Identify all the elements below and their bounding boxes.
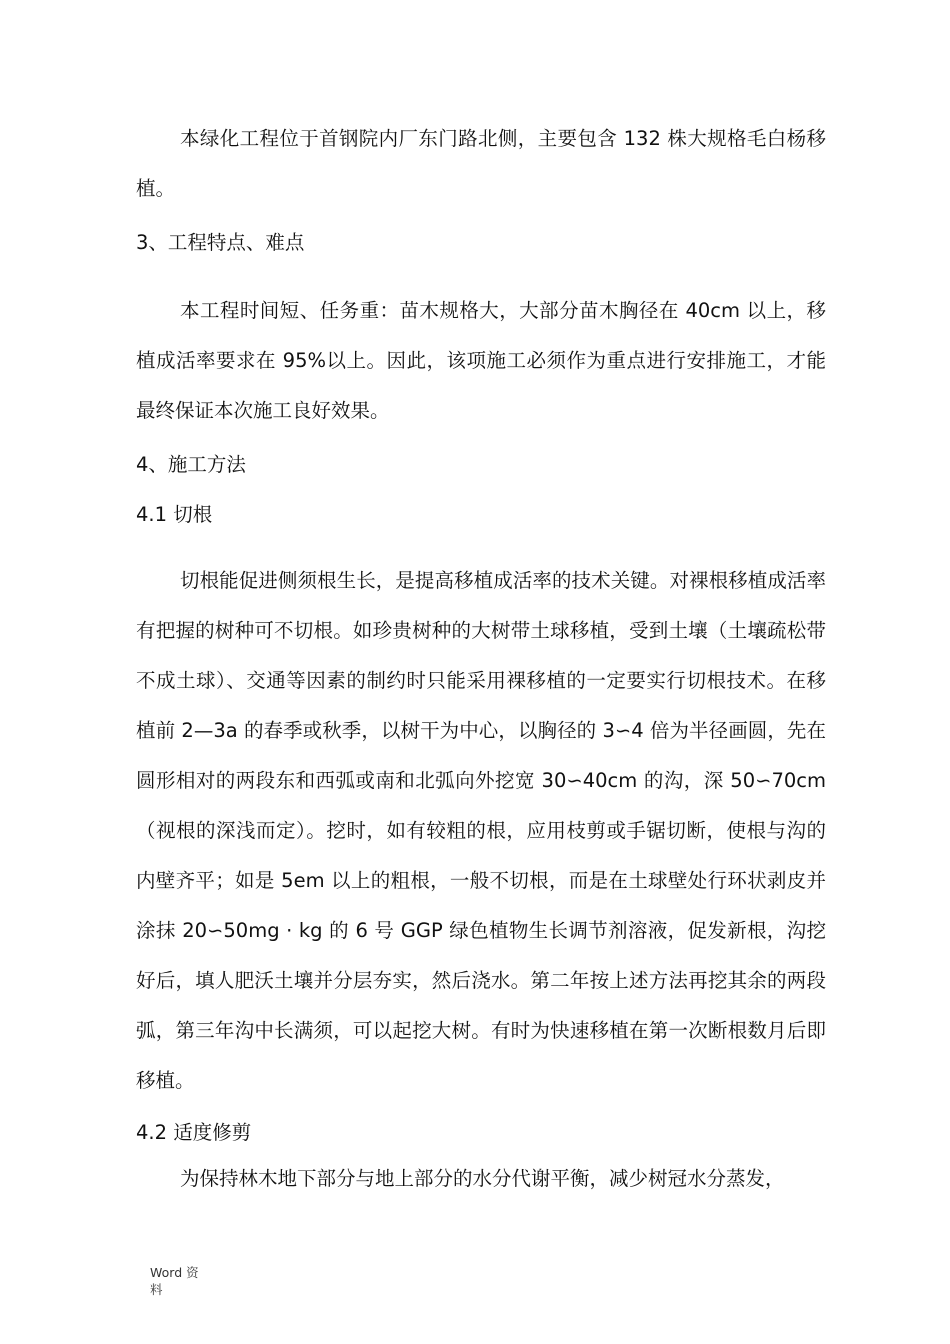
paragraph-pruning: 为保持林木地下部分与地上部分的水分代谢平衡，减少树冠水分蒸发， bbox=[180, 1167, 785, 1190]
page-footer-label: Word 资料 bbox=[150, 1265, 199, 1297]
paragraph-features: 本工程时间短、任务重：苗木规格大，大部分苗木胸径在 40cm 以上，移植成活率要求在 95%以上。因此，该项施工必须作为重点进行安排施工，才能最终保证本次施工良好效果。 bbox=[136, 299, 826, 422]
section-heading-3: 3、工程特点、难点 bbox=[136, 231, 305, 254]
subsection-heading-4-2: 4.2 适度修剪 bbox=[136, 1121, 252, 1144]
subsection-heading-4-1: 4.1 切根 bbox=[136, 503, 213, 526]
section-heading-4: 4、施工方法 bbox=[136, 453, 246, 476]
paragraph-intro: 本绿化工程位于首钢院内厂东门路北侧，主要包含 132 株大规格毛白杨移植。 bbox=[136, 127, 826, 200]
paragraph-root-cutting: 切根能促进侧须根生长，是提高移植成活率的技术关键。对裸根移植成活率有把握的树种可不切根。如珍贵树种的大树带土球移植，受到土壤（土壤疏松带不成土球）、交通等因素的制约时只能采用裸移植的一定要实行切根技术。在移植前 2—3a 的春季或秋季，以树干为中心，以胸径的 3∽4 倍为半径画圆，先在圆形相对的两段东和西弧或南和北弧向外挖宽 30∽40cm 的沟，深 50∽70cm（视根的深浅而定）。挖时，如有较粗的根，应用枝剪或手锯切断，使根与沟的内壁齐平；如是 5em 以上的粗根，一般不切根，而是在土球壁处行环状剥皮并涂抹 20∽50mg · kg 的 6 号 GGP 绿色植物生长调节剂溶液，促发新根，沟挖好后，填人肥沃土壤并分层夯实，然后浇水。第二年按上述方法再挖其余的两段弧，第三年沟中长满须，可以起挖大树。有时为快速移植在第一次断根数月后即移植。 bbox=[136, 569, 826, 1092]
